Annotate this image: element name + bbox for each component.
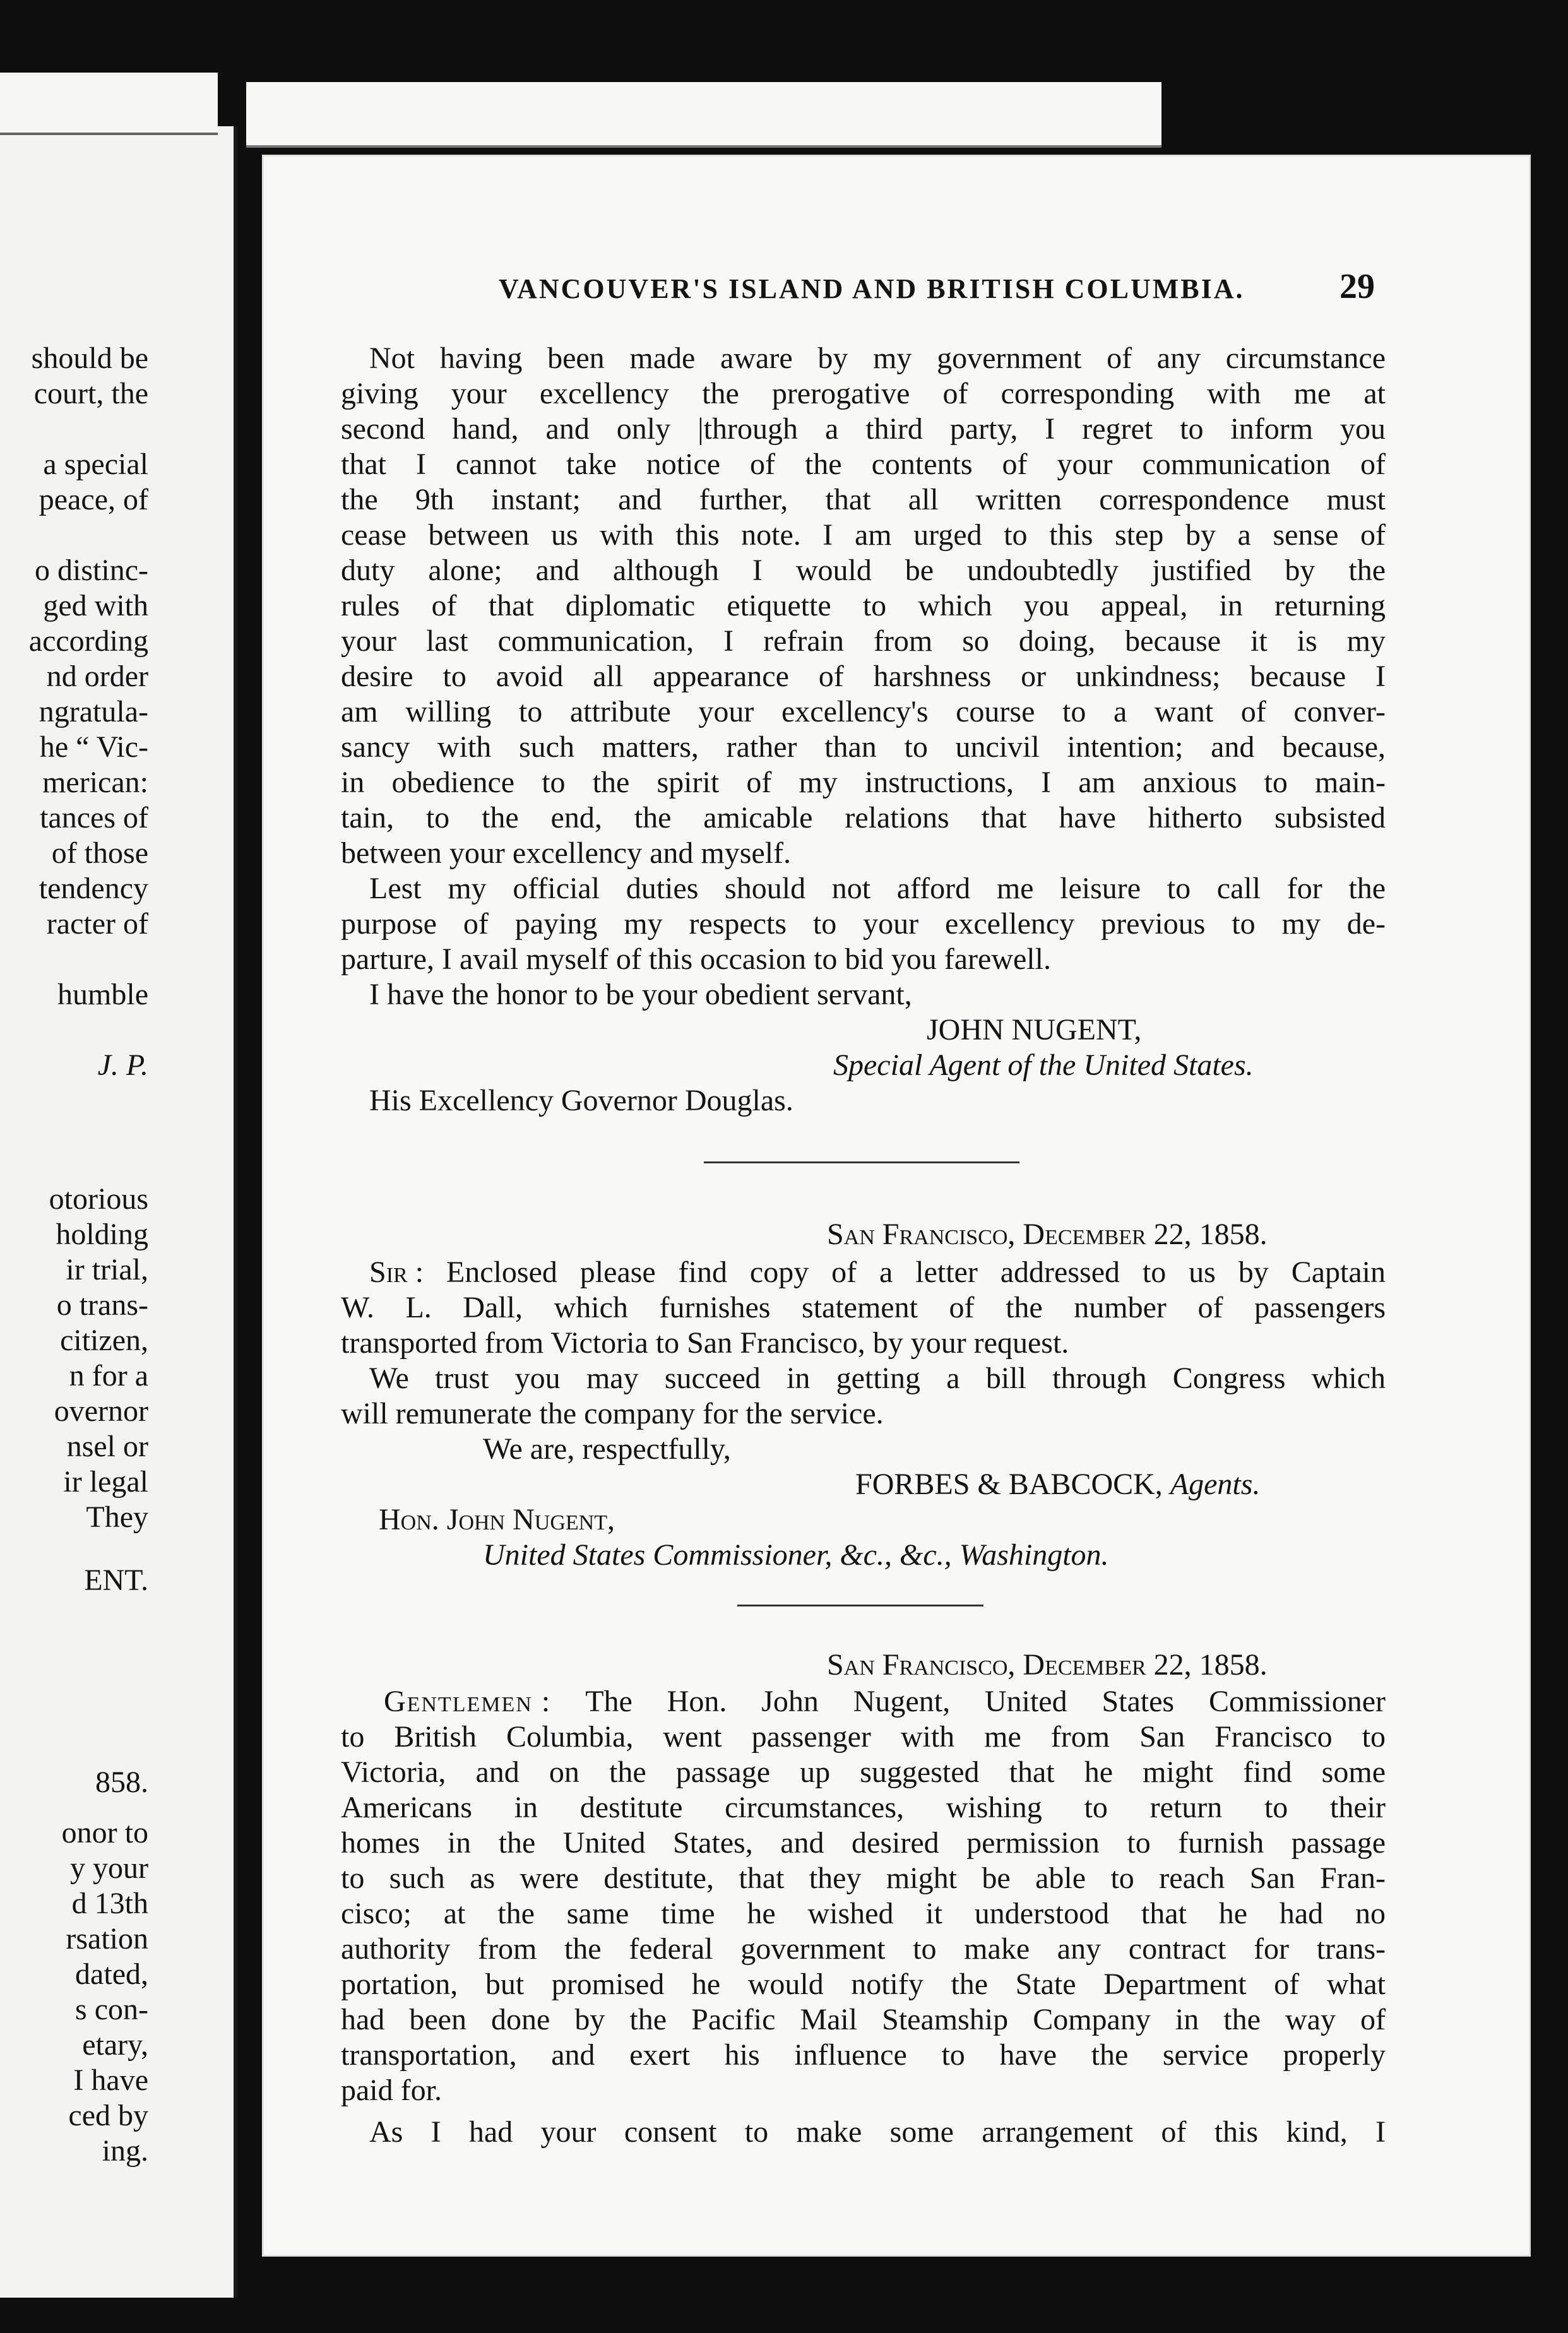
letter1-line: your last communication, I refrain from so doing, because it is my [341,624,1386,658]
letter3-line: transportation, and exert his influence to have the service properly [341,2038,1386,2072]
letter2-dateline: San Francisco, December 22, 1858. [827,1218,1268,1251]
letter1-line: sancy with such matters, rather than to uncivil intention; and because, [341,730,1386,764]
left-page-line: ngratula- [39,695,148,728]
section-divider [737,1605,983,1606]
letter1-line: tain, to the end, the amicable relations that have hitherto subsisted [341,801,1386,834]
letter1-signature: JOHN NUGENT, [927,1013,1142,1047]
letter2-addressee-name: Hon. John Nugent, [379,1503,615,1536]
left-page-line: n for a [69,1359,148,1392]
letter1-line: between your excellency and myself. [341,836,792,870]
page-top-tab [246,82,1161,148]
letter1-addressee: His Excellency Governor Douglas. [369,1084,793,1117]
left-page-line: onor to [61,1816,148,1849]
letter2-line: W. L. Dall, which furnishes statement of the number of passengers [341,1291,1386,1324]
letter3-line: had been done by the Pacific Mail Steamship Company in the way of [341,2003,1386,2036]
left-page-line: ENT. [84,1564,148,1597]
left-page-line: etary, [82,2028,148,2062]
left-page-line: 858. [95,1766,148,1799]
letter2-addressee-title: United States Commissioner, &c., &c., Washington. [483,1538,1109,1572]
letter2-closing: We are, respectfully, [483,1432,731,1466]
left-page-line: merican: [42,766,148,799]
left-page-line: a special [43,448,148,481]
letter2-signature-line [855,1467,1260,1502]
left-page-line: ing. [102,2134,148,2168]
left-page-line: nd order [46,660,148,693]
left-page-line: d 13th [71,1887,148,1920]
letter1-line: in obedience to the spirit of my instructions, I am anxious to main- [341,766,1386,799]
letter1-line: Lest my official duties should not afford me leisure to call for the [369,872,1386,905]
left-page-line: peace, of [39,483,148,516]
letter2-salutation: Sir : [369,1256,424,1289]
left-page-line: he “ Vic- [39,730,148,764]
letter1-signature-title: Special Agent of the United States. [833,1048,1254,1082]
page-number: 29 [1339,267,1375,306]
left-page-line: court, the [33,377,148,410]
letter3-line: cisco; at the same time he wished it understood that he had no [341,1897,1386,1930]
letter1-line: desire to avoid all appearance of harshness or unkindness; because I [341,660,1386,693]
letter3-line: Americans in destitute circumstances, wishing to return to their [341,1791,1386,1824]
left-page-line: otorious [49,1182,148,1216]
letter2-line: We trust you may succeed in getting a bill through Congress which [369,1362,1386,1395]
letter2-line: will remunerate the company for the service. [341,1397,884,1430]
letter3-first-line [384,1684,1386,1719]
left-page-line: ced by [68,2099,148,2132]
left-page-line: I have [73,2063,148,2097]
letter3-line: authority from the federal government to make any contract for trans- [341,1932,1386,1966]
left-page-tab [0,73,218,135]
left-page-line: holding [56,1218,148,1251]
running-header: VANCOUVER'S ISLAND AND BRITISH COLUMBIA. [499,273,1245,304]
letter2-line: transported from Victoria to San Francisco, by your request. [341,1326,1069,1360]
left-page-line: tendency [39,872,148,905]
left-page-line: o trans- [56,1288,148,1322]
letter2-signature: FORBES & BABCOCK, [855,1468,1163,1501]
letter2-line: Enclosed please find copy of a letter addressed to us by Captain [424,1256,1386,1289]
left-page-line: s con- [75,1993,148,2026]
letter3-line: homes in the United States, and desired permission to furnish passage [341,1826,1386,1860]
letter3-line: portation, but promised he would notify the State Department of what [341,1968,1386,2001]
left-page-line: overnor [54,1394,148,1428]
letter1-line: parture, I avail myself of this occasion to bid you farewell. [341,942,1051,976]
letter3-dateline: San Francisco, December 22, 1858. [827,1648,1268,1682]
left-page-line: y your [70,1851,148,1885]
left-page-line: rsation [66,1922,148,1956]
letter3-salutation: Gentlemen : [384,1685,552,1718]
letter2-addressee [379,1502,615,1538]
left-page-line: of those [51,836,148,870]
letter1-line: duty alone; and although I would be undoubtedly justified by the [341,554,1386,587]
left-page-line: dated, [75,1957,148,1991]
letter1-line: that I cannot take notice of the contents of your communication of [341,448,1386,481]
letter1-line: giving your excellency the prerogative of corresponding with me at [341,377,1386,410]
letter3-line: As I had your consent to make some arrangement of this kind, I [369,2115,1386,2149]
letter3-line: Victoria, and on the passage up suggested that he might find some [341,1755,1386,1789]
letter1-line: purpose of paying my respects to your excellency previous to my de- [341,907,1386,941]
letter1-line: Not having been made aware by my government of any circumstance [369,341,1386,375]
letter3-line: to such as were destitute, that they might be able to reach San Fran- [341,1861,1386,1895]
left-page-line: ir trial, [66,1253,148,1286]
left-page-line: should be [31,341,148,375]
letter2-first-line [369,1255,1386,1290]
letter1-line: the 9th instant; and further, that all written correspondence must [341,483,1386,516]
left-page-line: tances of [40,801,148,834]
left-page-line: nsel or [66,1430,148,1463]
left-page-line: racter of [46,907,148,941]
letter3-line: The Hon. John Nugent, United States Commissioner [551,1685,1386,1718]
letter1-line: am willing to attribute your excellency's course to a want of conver- [341,695,1386,728]
left-page-line: They [86,1500,148,1534]
letter1-closing: I have the honor to be your obedient servant, [369,978,912,1011]
section-divider [704,1161,1019,1163]
left-page-line: citizen, [60,1324,148,1357]
letter1-line: cease between us with this note. I am urged to this step by a sense of [341,518,1386,552]
left-page-line: J. P. [97,1048,148,1082]
letter1-line: second hand, and only |through a third party, I regret to inform you [341,412,1386,446]
left-page-line: o distinc- [35,554,148,587]
letter3-line: paid for. [341,2074,442,2107]
letter3-line: to British Columbia, went passenger with me from San Francisco to [341,1720,1386,1754]
left-page-line: ir legal [63,1465,148,1499]
letter2-signature-title: Agents. [1170,1468,1261,1501]
letter1-line: rules of that diplomatic etiquette to which you appeal, in returning [341,589,1386,622]
left-page-line: humble [57,978,148,1011]
left-page-line: ged with [43,589,148,622]
left-page-line: according [28,624,148,658]
